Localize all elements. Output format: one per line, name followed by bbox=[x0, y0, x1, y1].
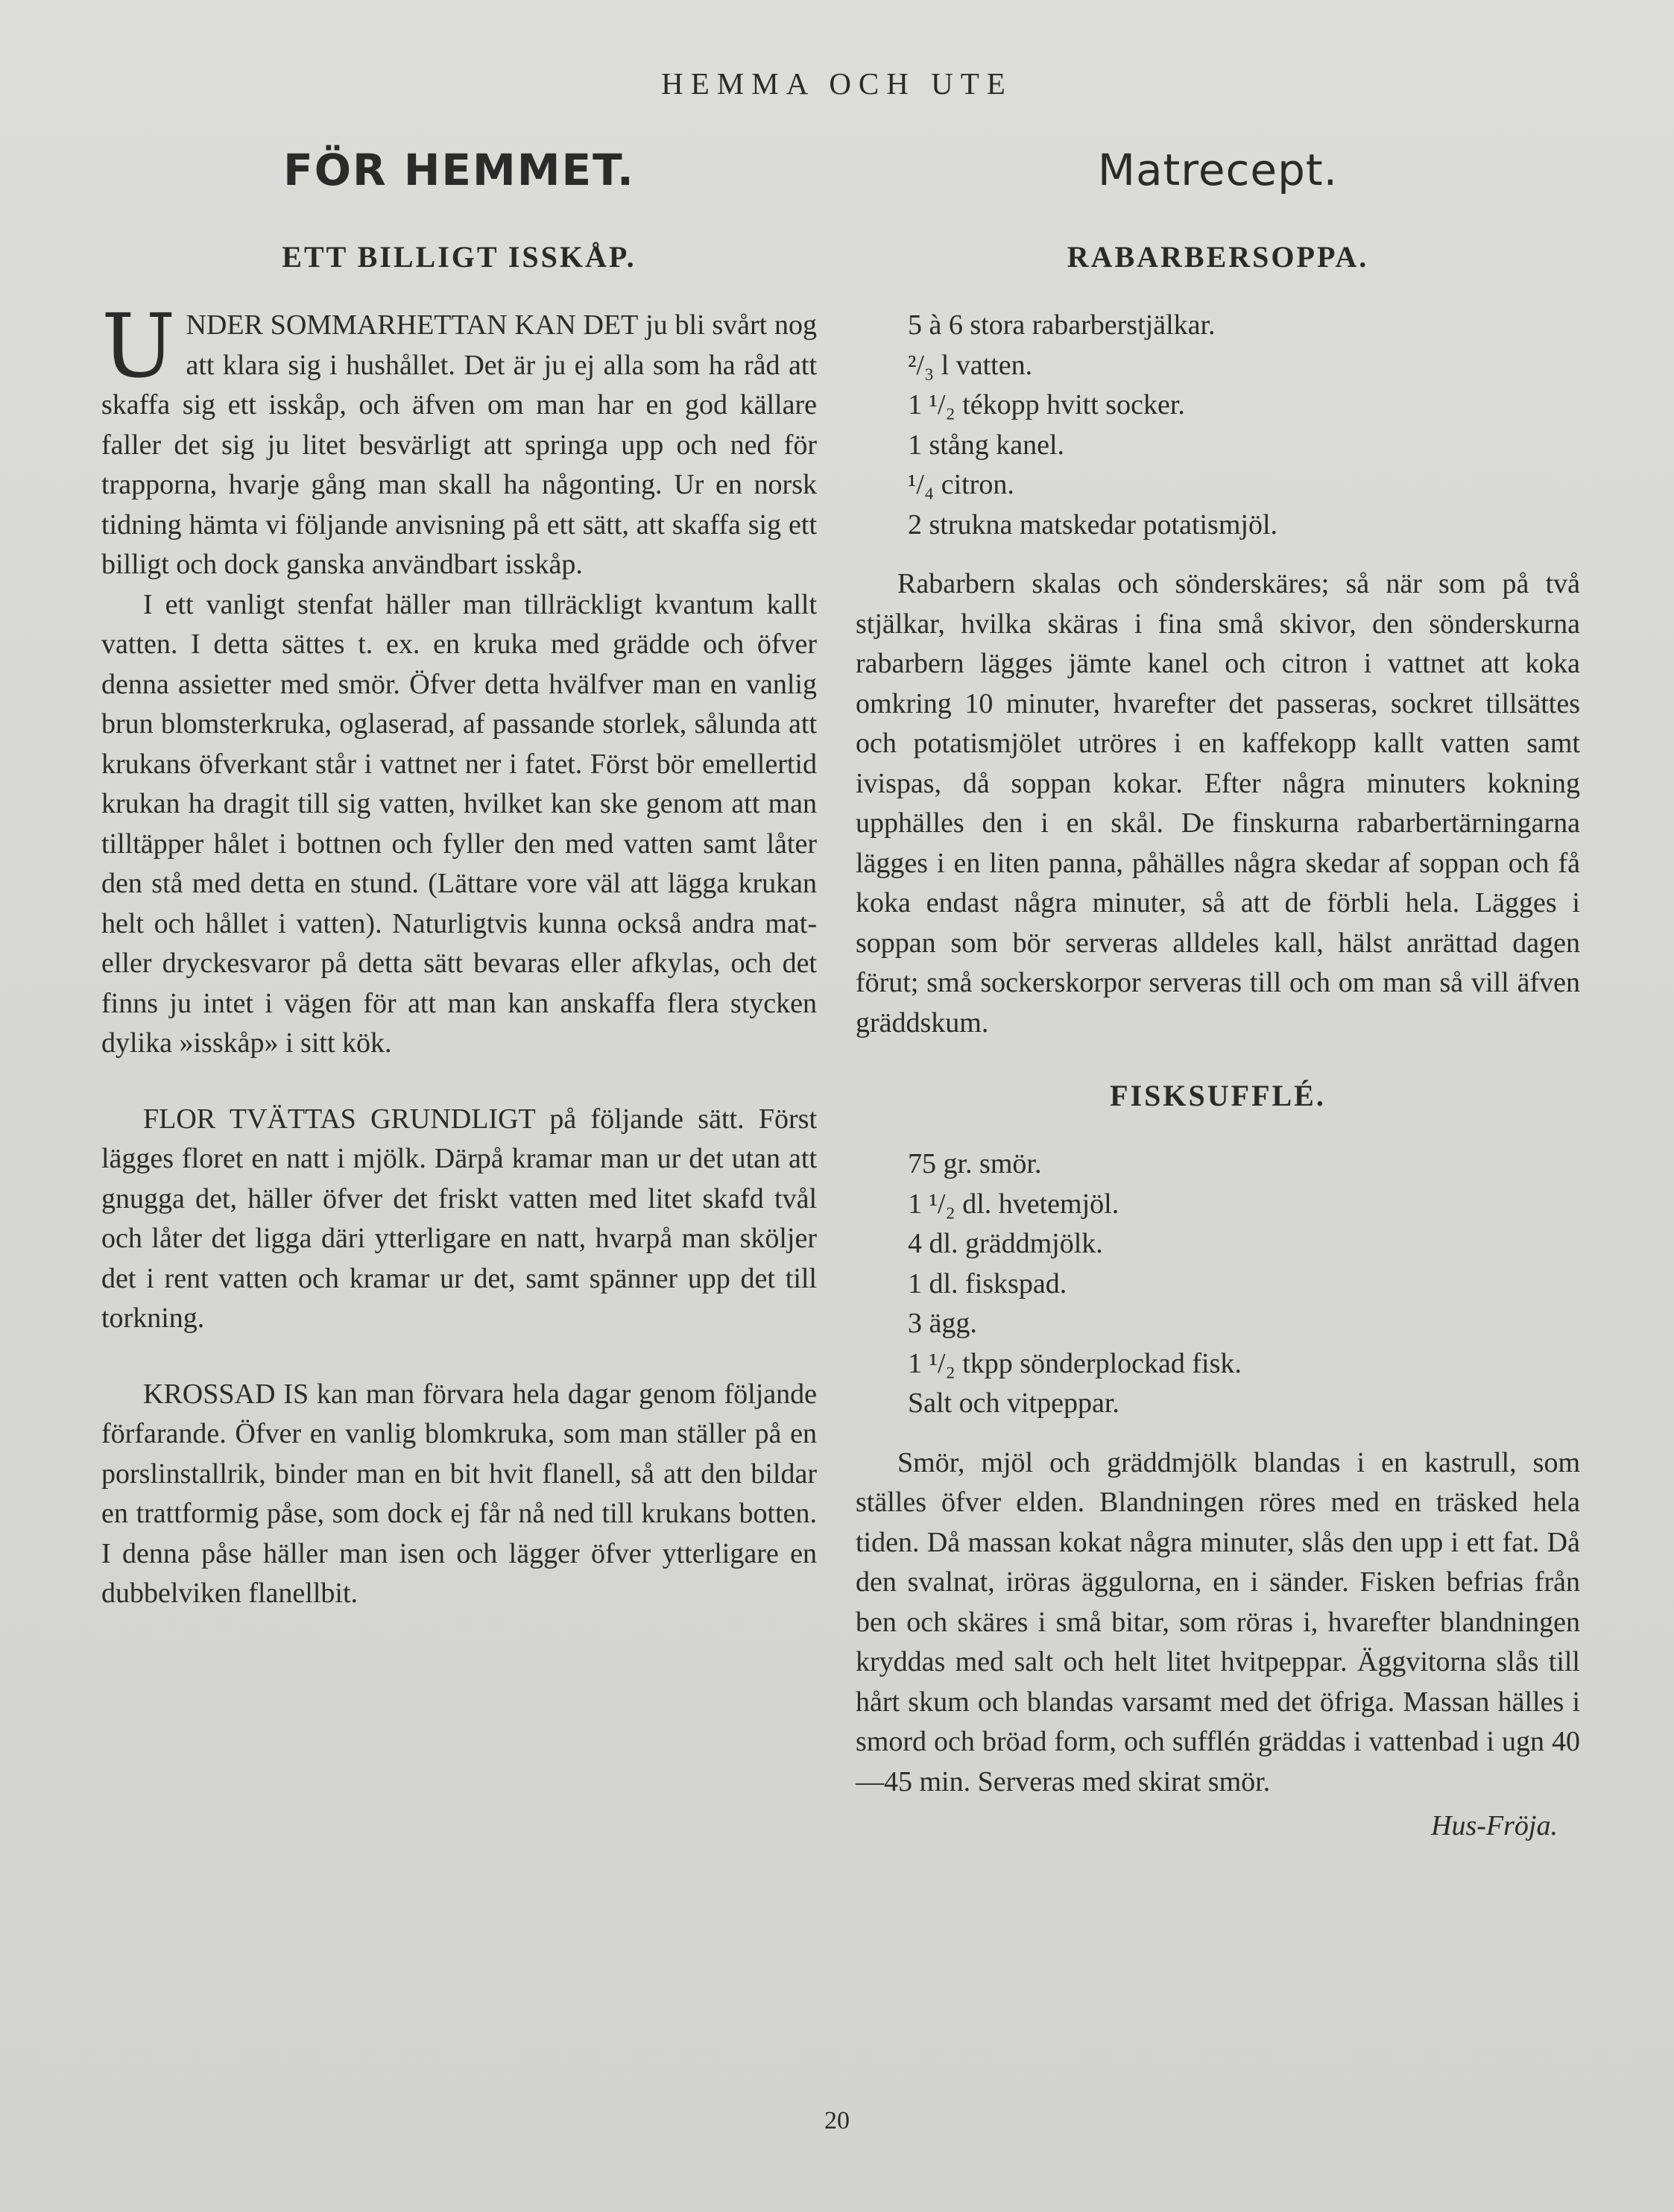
running-header: HEMMA OCH UTE bbox=[661, 66, 1013, 101]
paragraph-text: ju bli svårt nog att klara sig i hushållet. Det är ju ej alla som ha råd att skaffa sig ett isskåp, och äfven om man har en god källare faller det sig ju litet besvärligt att springa upp och ned för trapporna, hvarje gång man skall ha någonting. Ur en norsk tidning hämta vi följande anvisning på ett sätt, att skaffa sig ett billigt och dock ganska användbart isskåp. bbox=[101, 309, 818, 580]
article-title-isskap: ETT BILLIGT ISSKÅP. bbox=[282, 240, 637, 274]
ingredient-item: 1 ¹/₂ tékopp hvitt socker. bbox=[908, 389, 1185, 420]
ingredient-item: 5 à 6 stora rabarberstjälkar. bbox=[908, 309, 1216, 341]
ingredient-item: 1 dl. fiskspad. bbox=[908, 1267, 1067, 1299]
ingredient-item: 1 ¹/₂ tkpp sönderplockad fisk. bbox=[908, 1347, 1242, 1379]
page-number: 20 bbox=[824, 2107, 850, 2134]
ingredient-item: ¹/₄ citron. bbox=[908, 469, 1014, 500]
source-signature: Hus-Fröja. bbox=[1431, 1810, 1558, 1841]
recipe-title-fisksuffle: FISKSUFFLÉ. bbox=[1110, 1079, 1326, 1112]
paragraph-text: kan man förvara hela dagar genom följande förfarande. Öfver en vanlig blomkruka, som man ställer på en porslinstallrik, binder man en bit hvit flanell, så att den bildar en trattformig påse, som dock ej får nå ned till krukans botten. I denna påse häller man isen och lägger öfver ytterligare en dubbelviken flanellbit. bbox=[101, 1378, 817, 1609]
ingredient-item: 75 gr. smör. bbox=[908, 1148, 1042, 1179]
left-column bbox=[101, 140, 817, 1614]
recipe-title-rabarbersoppa: RABARBERSOPPA. bbox=[1067, 240, 1369, 274]
ingredient-item: 4 dl. gräddmjölk. bbox=[908, 1228, 1103, 1259]
article-krossad-is bbox=[101, 1375, 817, 1614]
section-title-for-hemmet: FÖR HEMMET. bbox=[283, 145, 635, 195]
ingredient-item: 1 ¹/₂ dl. hvetemjöl. bbox=[908, 1188, 1119, 1220]
article-isskap-paragraph-1 bbox=[101, 294, 818, 585]
drop-cap: U bbox=[101, 294, 176, 397]
right-column bbox=[856, 140, 1580, 1847]
ingredient-item: ²/₃ l vatten. bbox=[908, 349, 1033, 381]
ingredient-item: 3 ägg. bbox=[908, 1308, 977, 1339]
lead-in-text: FLOR TVÄTTAS GRUNDLIGT bbox=[143, 1103, 536, 1135]
ingredient-item: 1 stång kanel. bbox=[908, 429, 1065, 461]
section-title-matrecept: Matrecept. bbox=[1097, 145, 1339, 195]
lead-in-text: KROSSAD IS bbox=[143, 1378, 309, 1410]
ingredient-list-rabarbersoppa bbox=[908, 306, 1580, 545]
ingredient-item: Salt och vitpeppar. bbox=[908, 1387, 1119, 1419]
recipe-method-fisksuffle: Smör, mjöl och gräddmjölk blandas i en kastrull, som ställes öfver elden. Blandningen röres med en träsked hela tiden. Då massan kokat några minuter, slås den upp i ett fat. Då den svalnat, iröras äggulorna, en i sänder. Fisken befrias från ben och skäres i små bitar, som röras i, hvarefter blandningen kryddas med salt och helt litet hvitpeppar. Äggvitorna slås till hårt skum och blandas varsamt med det öfriga. Massan hälles i smord och bröad form, och sufflén gräddas i vattenbad i ugn 40—45 min. Serveras med skirat smör. bbox=[856, 1446, 1580, 1797]
recipe-method-rabarbersoppa: Rabarbern skalas och sönderskäres; så när som på två stjälkar, hvilka skäras i fina små skivor, den sönderskurna rabarbern lägges jämte kanel och citron i vattnet att koka omkring 10 minuter, hvarefter det passeras, sockret tillsättes och potatismjölet utröres i en kaffekopp kallt vatten samt ivispas, då soppan kokar. Efter några minuters kokning upphälles den i en skål. De finskurna rabarbertärningarna lägges i en liten panna, påhälles några skedar af soppan och få koka endast några minuter, så att de förbli hela. Lägges i soppan som bör serveras alldeles kall, hälst anrättad dagen förut; små sockerskorpor serveras till och om man så vill äfven gräddskum. bbox=[856, 568, 1580, 1039]
ingredient-list-fisksuffle bbox=[908, 1144, 1580, 1424]
lead-in-text: NDER SOMMARHETTAN KAN DET bbox=[186, 309, 639, 341]
article-flor bbox=[101, 1100, 817, 1339]
ingredient-item: 2 strukna matskedar potatismjöl. bbox=[908, 508, 1278, 541]
article-isskap-paragraph-2: I ett vanligt stenfat häller man tillräckligt kvantum kallt vatten. I detta sättes t. ex. en kruka med grädde och öfver denna assietter med smör. Öfver detta hvälfver man en vanlig brun blomsterkruka, oglaserad, af passande storlek, sålunda att krukans öfverkant står i vattnet ner i fatet. Först bör emellertid krukan ha dragit till sig vatten, hvilket kan ske genom att man tilltäpper hålet i bottnen och fyller den med vatten samt låter den stå med detta en stund. (Lättare vore väl att lägga krukan helt och hållet i vatten). Naturligtvis kunna också andra mat- eller dryckesvaror på detta sätt bevaras eller afkylas, och det finns ju intet i vägen för att man kan anskaffa flera stycken dylika »isskåp» i sitt kök. bbox=[101, 588, 817, 1059]
paragraph-text: på följande sätt. Först lägges floret en natt i mjölk. Därpå kramar man ur det utan att gnugga det, häller öfver det friskt vatten med litet skafd tvål och låter det ligga däri ytterligare en natt, hvarpå man sköljer det i rent vatten och kramar ur det, samt spänner upp det till torkning. bbox=[101, 1103, 817, 1334]
